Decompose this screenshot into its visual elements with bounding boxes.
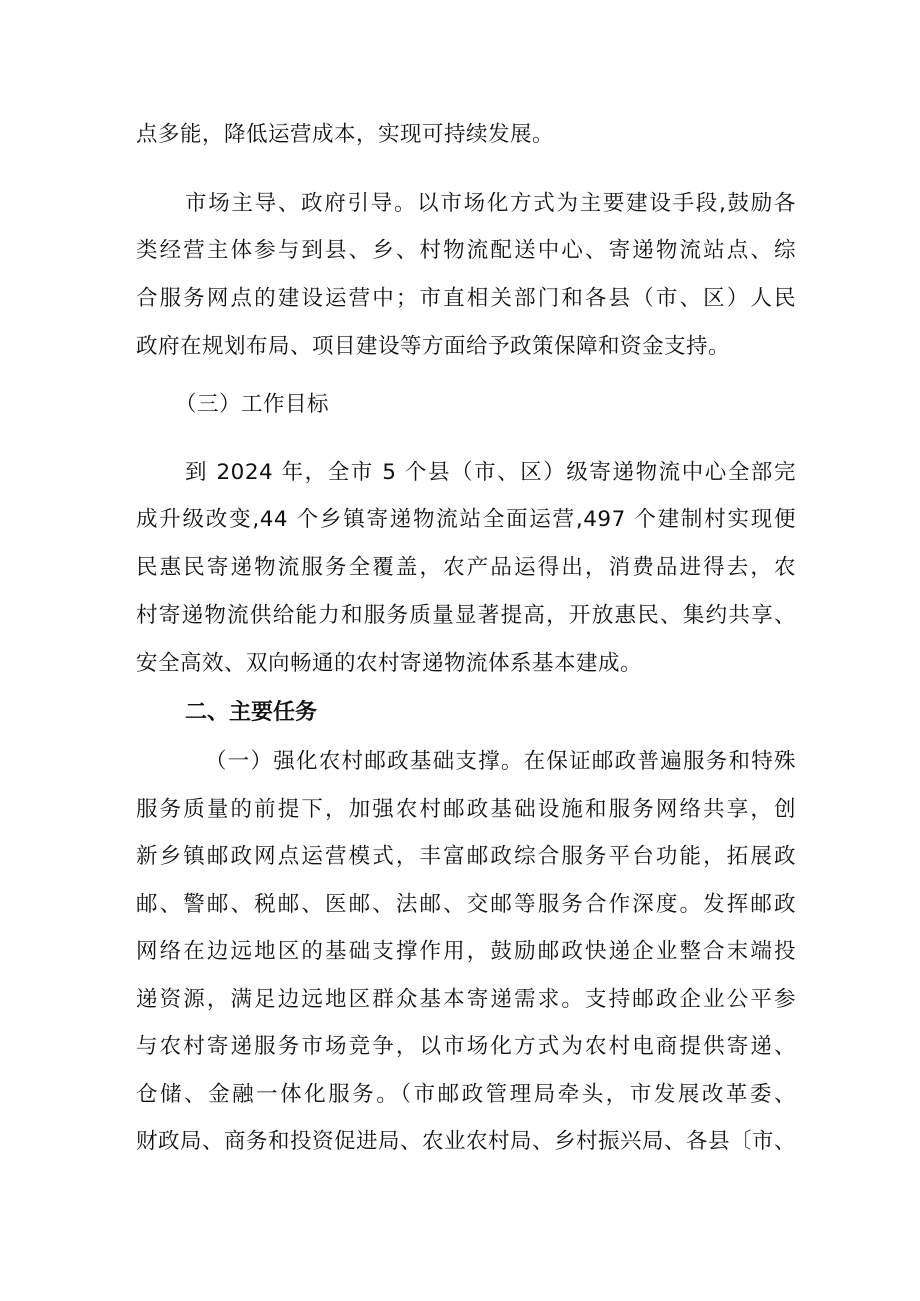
paragraph-line: 递资源，满足边远地区群众基本寄递需求。支持邮政企业公平参 [136,987,796,1012]
paragraph-line: 邮、警邮、税邮、医邮、法邮、交邮等服务合作深度。发挥邮政 [136,892,796,917]
paragraph-line: 与农村寄递服务市场竞争，以市场化方式为农村电商提供寄递、 [136,1034,796,1059]
paragraph-line: 点多能，降低运营成本，实现可持续发展。 [136,122,555,147]
paragraph-line: （一）强化农村邮政基础支撑。在保证邮政普遍服务和特殊 [205,749,796,774]
paragraph-line: 服务质量的前提下，加强农村邮政基础设施和服务网络共享，创 [136,797,796,822]
paragraph-line: 安全高效、双向畅通的农村寄递物流体系基本建成。 [136,651,643,676]
paragraph-line: 村寄递物流供给能力和服务质量显著提高，开放惠民、集约共享、 [136,603,796,628]
section-heading: 二、主要任务 [185,700,318,725]
paragraph-line: 财政局、商务和投资促进局、农业农村局、乡村振兴局、各县〔市、 [136,1129,796,1154]
section-subheading: （三）工作目标 [175,392,330,417]
paragraph-line: 类经营主体参与到县、乡、村物流配送中心、寄递物流站点、综 [136,238,796,263]
paragraph-line: 成升级改变,44 个乡镇寄递物流站全面运营,497 个建制村实现便 [136,507,796,532]
paragraph-line: 民惠民寄递物流服务全覆盖，农产品运得出，消费品进得去，农 [136,555,796,580]
paragraph-line: 合服务网点的建设运营中；市直相关部门和各县（市、区）人民 [136,286,796,311]
paragraph-line: 到 2024 年，全市 5 个县（市、区）级寄递物流中心全部完 [185,460,796,485]
paragraph-line: 市场主导、政府引导。以市场化方式为主要建设手段,鼓励各 [185,191,796,216]
paragraph-line: 网络在边远地区的基础支撑作用，鼓励邮政快递企业整合末端投 [136,939,796,964]
paragraph-line: 政府在规划布局、项目建设等方面给予政策保障和资金支持。 [136,334,731,359]
paragraph-line: 新乡镇邮政网点运营模式，丰富邮政综合服务平台功能，拓展政 [136,844,796,869]
paragraph-line: 仓储、金融一体化服务。（市邮政管理局牵头，市发展改革委、 [136,1082,796,1107]
